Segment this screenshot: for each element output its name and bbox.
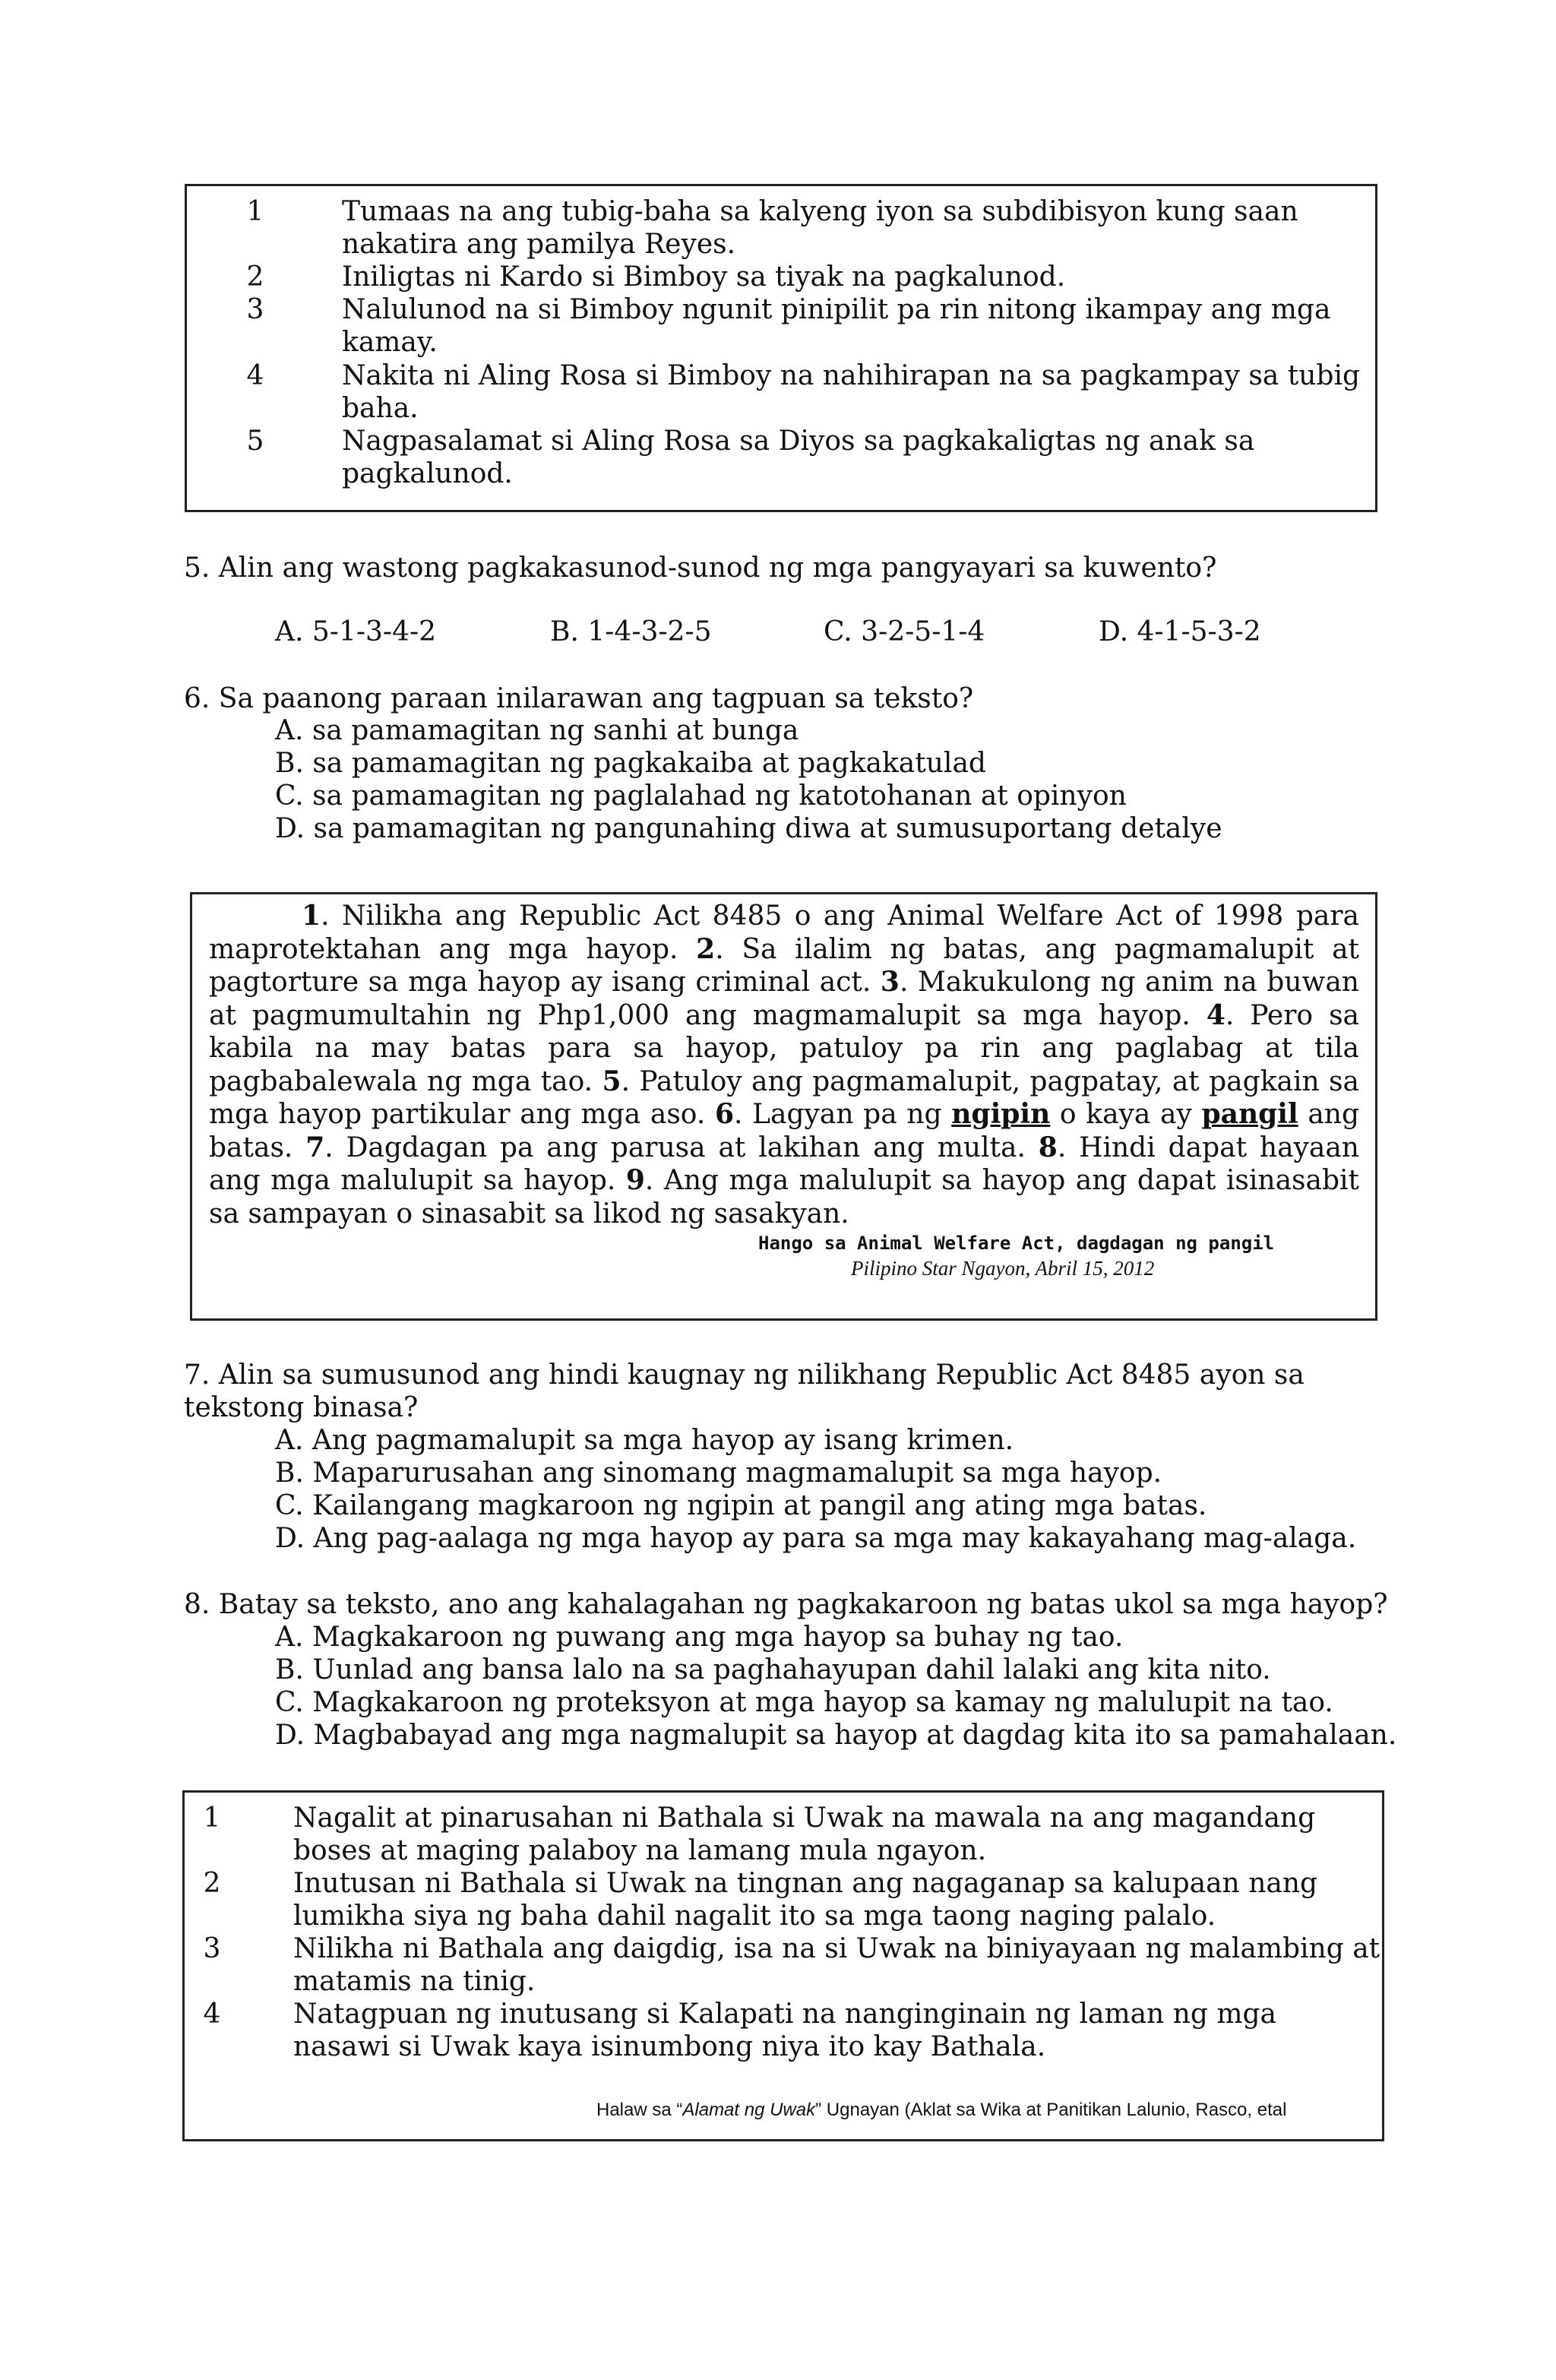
q5-option-c: C. 3-2-5-1-4	[824, 616, 985, 647]
question-7-line-2: tekstong binasa?	[184, 1392, 419, 1423]
q7-option-d: D. Ang pag-aalaga ng mga hayop ay para sa mga may kakayahang mag-alaga.	[275, 1523, 1357, 1554]
row-number: 4	[203, 1999, 221, 2030]
passage-text	[209, 900, 1359, 1230]
sentence-number: 9	[625, 1164, 645, 1196]
row-text-line: pagkalunod.	[342, 458, 513, 489]
q6-option-b: B. sa pamamagitan ng pagkakaiba at pagkakatulad	[275, 748, 986, 779]
sentence-number: 4	[1206, 999, 1226, 1031]
q5-option-a: A. 5-1-3-4-2	[275, 616, 437, 647]
sentence: . Ang mga malulupit sa hayop ang dapat isinasabit sa sampayan o sinasabit sa likod ng sasakyan.	[209, 1165, 1359, 1230]
q8-option-b: B. Uunlad ang bansa lalo na sa paghahayupan dahil lalaki ang kita nito.	[275, 1654, 1271, 1685]
row-text-line: Nalulunod na si Bimboy ngunit pinipilit pa rin nitong ikampay ang mga	[342, 294, 1331, 325]
sentence-number: 2	[696, 932, 716, 965]
sentence-number: 5	[602, 1065, 621, 1097]
row-number: 2	[203, 1868, 221, 1899]
row-number: 2	[246, 261, 264, 293]
q6-option-c: C. sa pamamagitan ng paglalahad ng katotohanan at opinyon	[275, 780, 1127, 812]
q5-option-d: D. 4-1-5-3-2	[1099, 616, 1261, 647]
row-text-line: baha.	[342, 393, 419, 424]
q7-option-b: B. Maparurusahan ang sinomang magmamalupit sa mga hayop.	[275, 1457, 1162, 1489]
row-number: 4	[246, 360, 264, 391]
sentence-number: 6	[714, 1098, 734, 1130]
row-text-line: kamay.	[342, 327, 438, 358]
row-text-line: Nakita ni Aling Rosa si Bimboy na nahihirapan na sa pagkampay sa tubig	[342, 360, 1361, 391]
question-7-line-1: 7. Alin sa sumusunod ang hindi kaugnay ng nilikhang Republic Act 8485 ayon sa	[184, 1359, 1305, 1391]
question-5: 5. Alin ang wastong pagkakasunod-sunod ng mga pangyayari sa kuwento?	[184, 552, 1217, 584]
source-title: Alamat ng Uwak	[682, 2100, 816, 2120]
q5-option-b: B. 1-4-3-2-5	[550, 616, 712, 647]
table2-source	[596, 2100, 1286, 2121]
row-text-line: Tumaas na ang tubig-baha sa kalyeng iyon sa subdibisyon kung saan	[342, 196, 1298, 227]
source-suffix: ” Ugnayan (Aklat sa Wika at Panitikan Lalunio, Rasco, etal	[815, 2100, 1287, 2120]
row-number: 3	[246, 294, 264, 325]
sentence-number: 8	[1038, 1131, 1058, 1163]
sentence: . Dagdagan pa ang parusa at lakihan ang multa.	[324, 1131, 1039, 1163]
row-text-line: Nilikha ni Bathala ang daigdig, isa na si Uwak na biniyayaan ng malambing at	[293, 1933, 1380, 1964]
sentence: . Pero sa kabila na may batas para sa hayop, patuloy pa rin ang paglabag at tila pagbabalewala ng mga tao.	[209, 999, 1360, 1097]
row-number: 3	[203, 1933, 221, 1964]
source-prefix: Halaw sa “	[596, 2100, 683, 2120]
row-text-line: lumikha siya ng baha dahil nagalit ito sa mga taong naging palalo.	[293, 1901, 1216, 1932]
sentence-number: 7	[305, 1131, 325, 1163]
q6-option-a: A. sa pamamagitan ng sanhi at bunga	[275, 715, 799, 746]
q8-option-d: D. Magbabayad ang mga nagmalupit sa hayop at dagdag kita ito sa pamahalaan.	[275, 1720, 1397, 1751]
sentence-number: 3	[880, 966, 900, 998]
highlighted-word: ngipin	[951, 1098, 1051, 1130]
q6-option-d: D. sa pamamagitan ng pangunahing diwa at sumusuportang detalye	[275, 813, 1222, 844]
question-8: 8. Batay sa teksto, ano ang kahalagahan ng pagkakaroon ng batas ukol sa mga hayop?	[184, 1589, 1388, 1620]
row-text-line: nasawi si Uwak kaya isinumbong niya ito kay Bathala.	[293, 2031, 1046, 2062]
row-number: 5	[246, 426, 264, 457]
q7-option-c: C. Kailangang magkaroon ng ngipin at pangil ang ating mga batas.	[275, 1490, 1207, 1521]
sentence: . Nilikha ang Republic Act 8485 o ang Animal Welfare Act of 1998 para maprotektahan ang mga hayop.	[209, 900, 1359, 965]
sentence-number: 1	[302, 900, 321, 932]
row-text-line: matamis na tinig.	[293, 1966, 536, 1997]
passage-source-publication: Pilipino Star Ngayon, Abril 15, 2012	[851, 1257, 1155, 1280]
row-text-line: Nagpasalamat si Aling Rosa sa Diyos sa pagkakaligtas ng anak sa	[342, 426, 1255, 457]
q8-option-a: A. Magkakaroon ng puwang ang mga hayop sa buhay ng tao.	[275, 1622, 1124, 1653]
q8-option-c: C. Magkakaroon ng proteksyon at mga hayop sa kamay ng malulupit na tao.	[275, 1687, 1333, 1718]
row-number: 1	[203, 1802, 221, 1834]
sentence: . Sa ilalim ng batas, ang pagmamalupit at pagtorture sa mga hayop ay isang criminal act.	[209, 933, 1360, 998]
row-text-line: Nagalit at pinarusahan ni Bathala si Uwak na mawala na ang magandang	[293, 1802, 1316, 1834]
sentence: . Hindi dapat hayaan ang mga malulupit sa hayop.	[209, 1131, 1359, 1196]
sentence: ang batas.	[209, 1099, 1360, 1163]
sentence: . Patuloy ang pagmamalupit, pagpatay, at pagkain sa mga hayop partikular ang mga aso.	[209, 1065, 1359, 1130]
sequence-table-2	[182, 1790, 1384, 2141]
row-text-line: Iniligtas ni Kardo si Bimboy sa tiyak na pagkalunod.	[342, 261, 1066, 293]
sentence: o kaya ay	[1050, 1099, 1202, 1130]
passage-source-title: Hango sa Animal Welfare Act, dagdagan ng pangil	[758, 1233, 1275, 1254]
highlighted-word: pangil	[1201, 1098, 1298, 1130]
row-text-line: Inutusan ni Bathala si Uwak na tingnan ang nagaganap sa kalupaan nang	[293, 1868, 1318, 1899]
q7-option-a: A. Ang pagmamalupit sa mga hayop ay isang krimen.	[275, 1425, 1014, 1456]
row-number: 1	[246, 196, 264, 227]
row-text-line: nakatira ang pamilya Reyes.	[342, 229, 736, 260]
sequence-table-1	[185, 184, 1377, 512]
row-text-line: Natagpuan ng inutusang si Kalapati na nanginginain ng laman ng mga	[293, 1999, 1276, 2030]
question-6: 6. Sa paanong paraan inilarawan ang tagpuan sa teksto?	[184, 683, 974, 714]
sentence: . Lagyan pa ng	[734, 1099, 952, 1130]
row-text-line: boses at maging palaboy na lamang mula ngayon.	[293, 1835, 987, 1866]
sentence: . Makukulong ng anim na buwan at pagmumultahin ng Php1,000 ang magmamalupit sa mga hayop.	[209, 967, 1359, 1031]
